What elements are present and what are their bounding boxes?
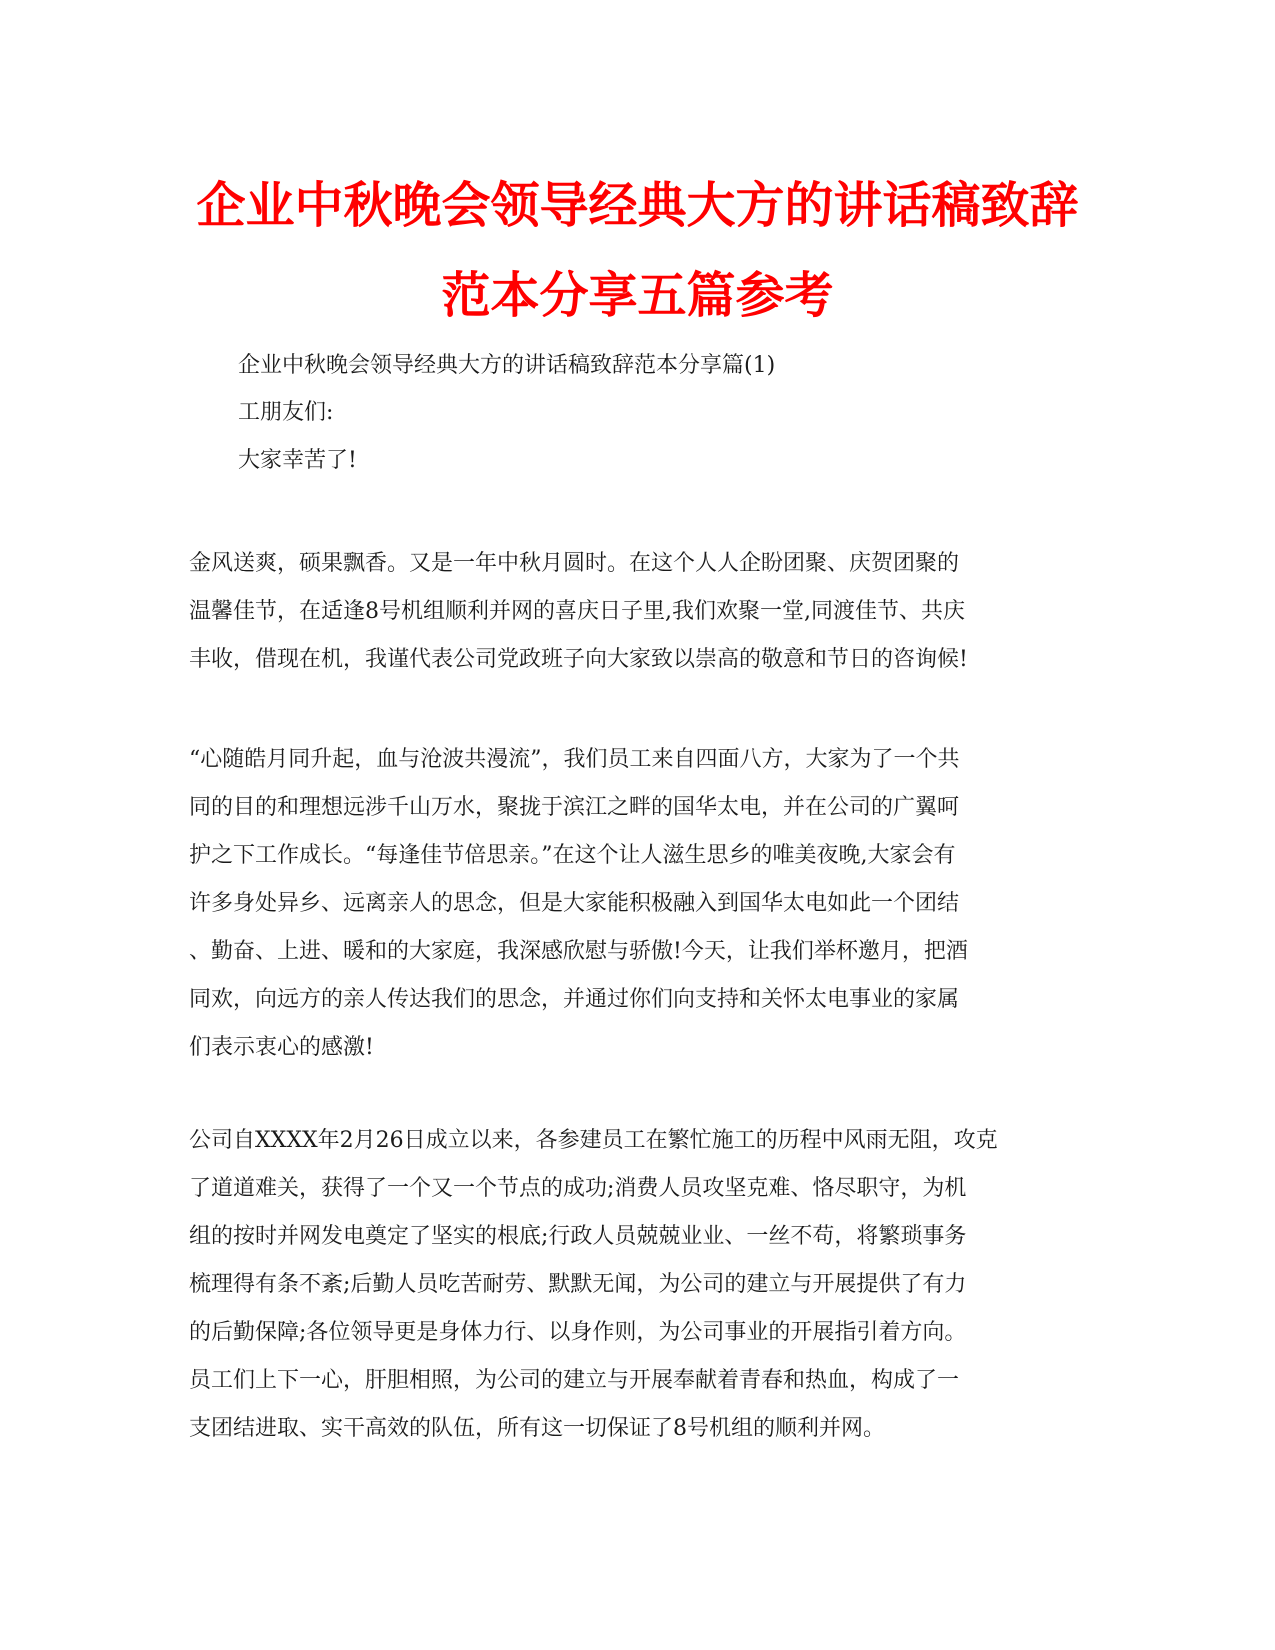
paragraph-line: 公司自XXXX年2月26日成立以来，各参建员工在繁忙施工的历程中风雨无阻，攻克 [189, 1128, 998, 1153]
paragraph-line: 同的目的和理想远涉千山万水，聚拢于滨江之畔的国华太电，并在公司的广翼呵 [189, 795, 960, 820]
greeting: 大家幸苦了! [238, 448, 357, 473]
document-title-line-2: 范本分享五篇参考 [441, 267, 834, 324]
paragraph-line: 的后勤保障;各位领导更是身体力行、以身作则，为公司事业的开展指引着方向。 [189, 1320, 967, 1345]
paragraph-line: 、勤奋、上进、暖和的大家庭，我深感欣慰与骄傲!今天，让我们举杯邀月，把酒 [189, 939, 968, 964]
paragraph-line: 同欢，向远方的亲人传达我们的思念，并通过你们向支持和关怀太电事业的家属 [189, 987, 960, 1012]
paragraph-line: 梳理得有条不紊;后勤人员吃苦耐劳、默默无闻，为公司的建立与开展提供了有力 [189, 1272, 967, 1297]
paragraph-line: “心随皓月同升起，血与沧波共漫流”，我们员工来自四面八方，大家为了一个共 [189, 747, 960, 772]
paragraph-1 [189, 540, 1079, 684]
paragraph-line: 了道道难关，获得了一个又一个节点的成功;消费人员攻坚克难、恪尽职守，为机 [189, 1176, 967, 1201]
section-subtitle: 企业中秋晚会领导经典大方的讲话稿致辞范本分享篇(1) [238, 353, 776, 378]
document-title-line-1: 企业中秋晚会领导经典大方的讲话稿致辞 [196, 177, 1079, 234]
paragraph-line: 许多身处异乡、远离亲人的思念，但是大家能积极融入到国华太电如此一个团结 [189, 891, 960, 916]
paragraph-line: 温馨佳节，在适逢8号机组顺利并网的喜庆日子里,我们欢聚一堂,同渡佳节、共庆 [189, 599, 965, 624]
paragraph-line: 丰收，借现在机，我谨代表公司党政班子向大家致以崇高的敬意和节日的咨询候! [189, 647, 968, 672]
paragraph-line: 们表示衷心的感激! [189, 1035, 374, 1060]
paragraph-line: 护之下工作成长。“每逢佳节倍思亲。”在这个让人滋生思乡的唯美夜晚,大家会有 [189, 843, 956, 868]
paragraph-3 [189, 1117, 1079, 1453]
paragraph-2 [189, 736, 1079, 1072]
paragraph-line: 金风送爽，硕果飘香。又是一年中秋月圆时。在这个人人企盼团聚、庆贺团聚的 [189, 551, 960, 576]
salutation: 工朋友们: [238, 400, 334, 425]
paragraph-line: 支团结进取、实干高效的队伍，所有这一切保证了8号机组的顺利并网。 [189, 1416, 885, 1441]
paragraph-line: 组的按时并网发电奠定了坚实的根底;行政人员兢兢业业、一丝不苟，将繁琐事务 [189, 1224, 967, 1249]
paragraph-line: 员工们上下一心，肝胆相照，为公司的建立与开展奉献着青春和热血，构成了一 [189, 1368, 960, 1393]
